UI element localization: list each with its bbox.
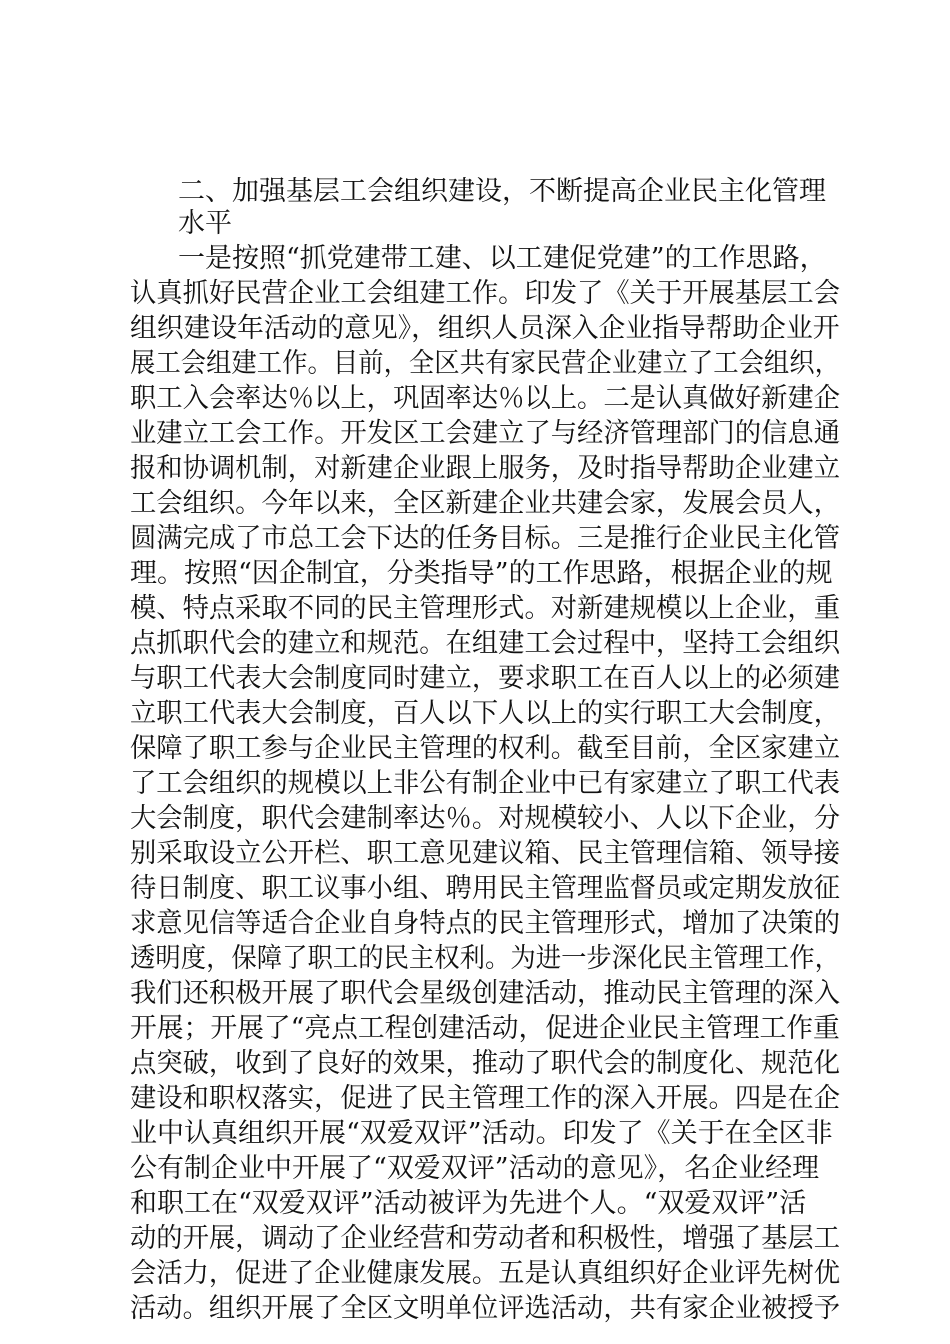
paragraph-line: 活动。组织开展了全区文明单位评选活动，共有家企业被授予 <box>130 1293 840 1324</box>
paragraph-line: 工会组织。今年以来，全区新建企业共建会家，发展会员人， <box>130 488 840 519</box>
paragraph-line: 待日制度、职工议事小组、聘用民主管理监督员或定期发放征 <box>130 873 840 904</box>
paragraph-line: 一是按照“抓党建带工建、以工建促党建”的工作思路， <box>178 243 827 274</box>
paragraph-line: 别采取设立公开栏、职工意见建议箱、民主管理信箱、领导接 <box>130 838 840 869</box>
paragraph-line: 大会制度，职代会建制率达％。对规模较小、人以下企业，分 <box>130 803 840 834</box>
paragraph-line: 开展；开展了“亮点工程创建活动，促进企业民主管理工作重 <box>130 1013 840 1044</box>
section-heading-line-2: 水平 <box>178 208 232 239</box>
paragraph-line: 业建立工会工作。开发区工会建立了与经济管理部门的信息通 <box>130 418 840 449</box>
paragraph-line: 业中认真组织开展“双爱双评”活动。印发了《关于在全区非 <box>130 1118 833 1149</box>
paragraph-line: 立职工代表大会制度，百人以下人以上的实行职工大会制度， <box>130 698 840 729</box>
paragraph-line: 点突破，收到了良好的效果，推动了职代会的制度化、规范化 <box>130 1048 840 1079</box>
paragraph-line: 圆满完成了市总工会下达的任务目标。三是推行企业民主化管 <box>130 523 840 554</box>
paragraph-line: 点抓职代会的建立和规范。在组建工会过程中，坚持工会组织 <box>130 628 840 659</box>
paragraph-line: 建设和职权落实，促进了民主管理工作的深入开展。四是在企 <box>130 1083 840 1114</box>
paragraph-line: 和职工在“双爱双评”活动被评为先进个人。“双爱双评”活 <box>130 1188 807 1219</box>
paragraph-line: 透明度，保障了职工的民主权利。为进一步深化民主管理工作， <box>130 943 840 974</box>
paragraph-line: 会活力，促进了企业健康发展。五是认真组织好企业评先树优 <box>130 1258 840 1289</box>
paragraph-line: 展工会组建工作。目前，全区共有家民营企业建立了工会组织， <box>130 348 840 379</box>
paragraph-line: 理。按照“因企制宜，分类指导”的工作思路，根据企业的规 <box>130 558 833 589</box>
paragraph-line: 与职工代表大会制度同时建立，要求职工在百人以上的必须建 <box>130 663 840 694</box>
paragraph-line: 保障了职工参与企业民主管理的权利。截至目前，全区家建立 <box>130 733 840 764</box>
paragraph-line: 组织建设年活动的意见》，组织人员深入企业指导帮助企业开 <box>130 313 840 344</box>
paragraph-line: 动的开展，调动了企业经营和劳动者和积极性，增强了基层工 <box>130 1223 840 1254</box>
section-heading-line-1: 二、加强基层工会组织建设，不断提高企业民主化管理 <box>178 176 826 207</box>
paragraph-line: 了工会组织的规模以上非公有制企业中已有家建立了职工代表 <box>130 768 840 799</box>
paragraph-line: 认真抓好民营企业工会组建工作。印发了《关于开展基层工会 <box>130 278 840 309</box>
paragraph-line: 公有制企业中开展了“双爱双评”活动的意见》，名企业经理 <box>130 1153 820 1184</box>
paragraph-line: 报和协调机制，对新建企业跟上服务，及时指导帮助企业建立 <box>130 453 840 484</box>
paragraph-line: 模、特点采取不同的民主管理形式。对新建规模以上企业，重 <box>130 593 840 624</box>
paragraph-line: 求意见信等适合企业自身特点的民主管理形式，增加了决策的 <box>130 908 840 939</box>
paragraph-line: 职工入会率达％以上，巩固率达％以上。二是认真做好新建企 <box>130 383 840 414</box>
paragraph-line: 我们还积极开展了职代会星级创建活动，推动民主管理的深入 <box>130 978 840 1009</box>
